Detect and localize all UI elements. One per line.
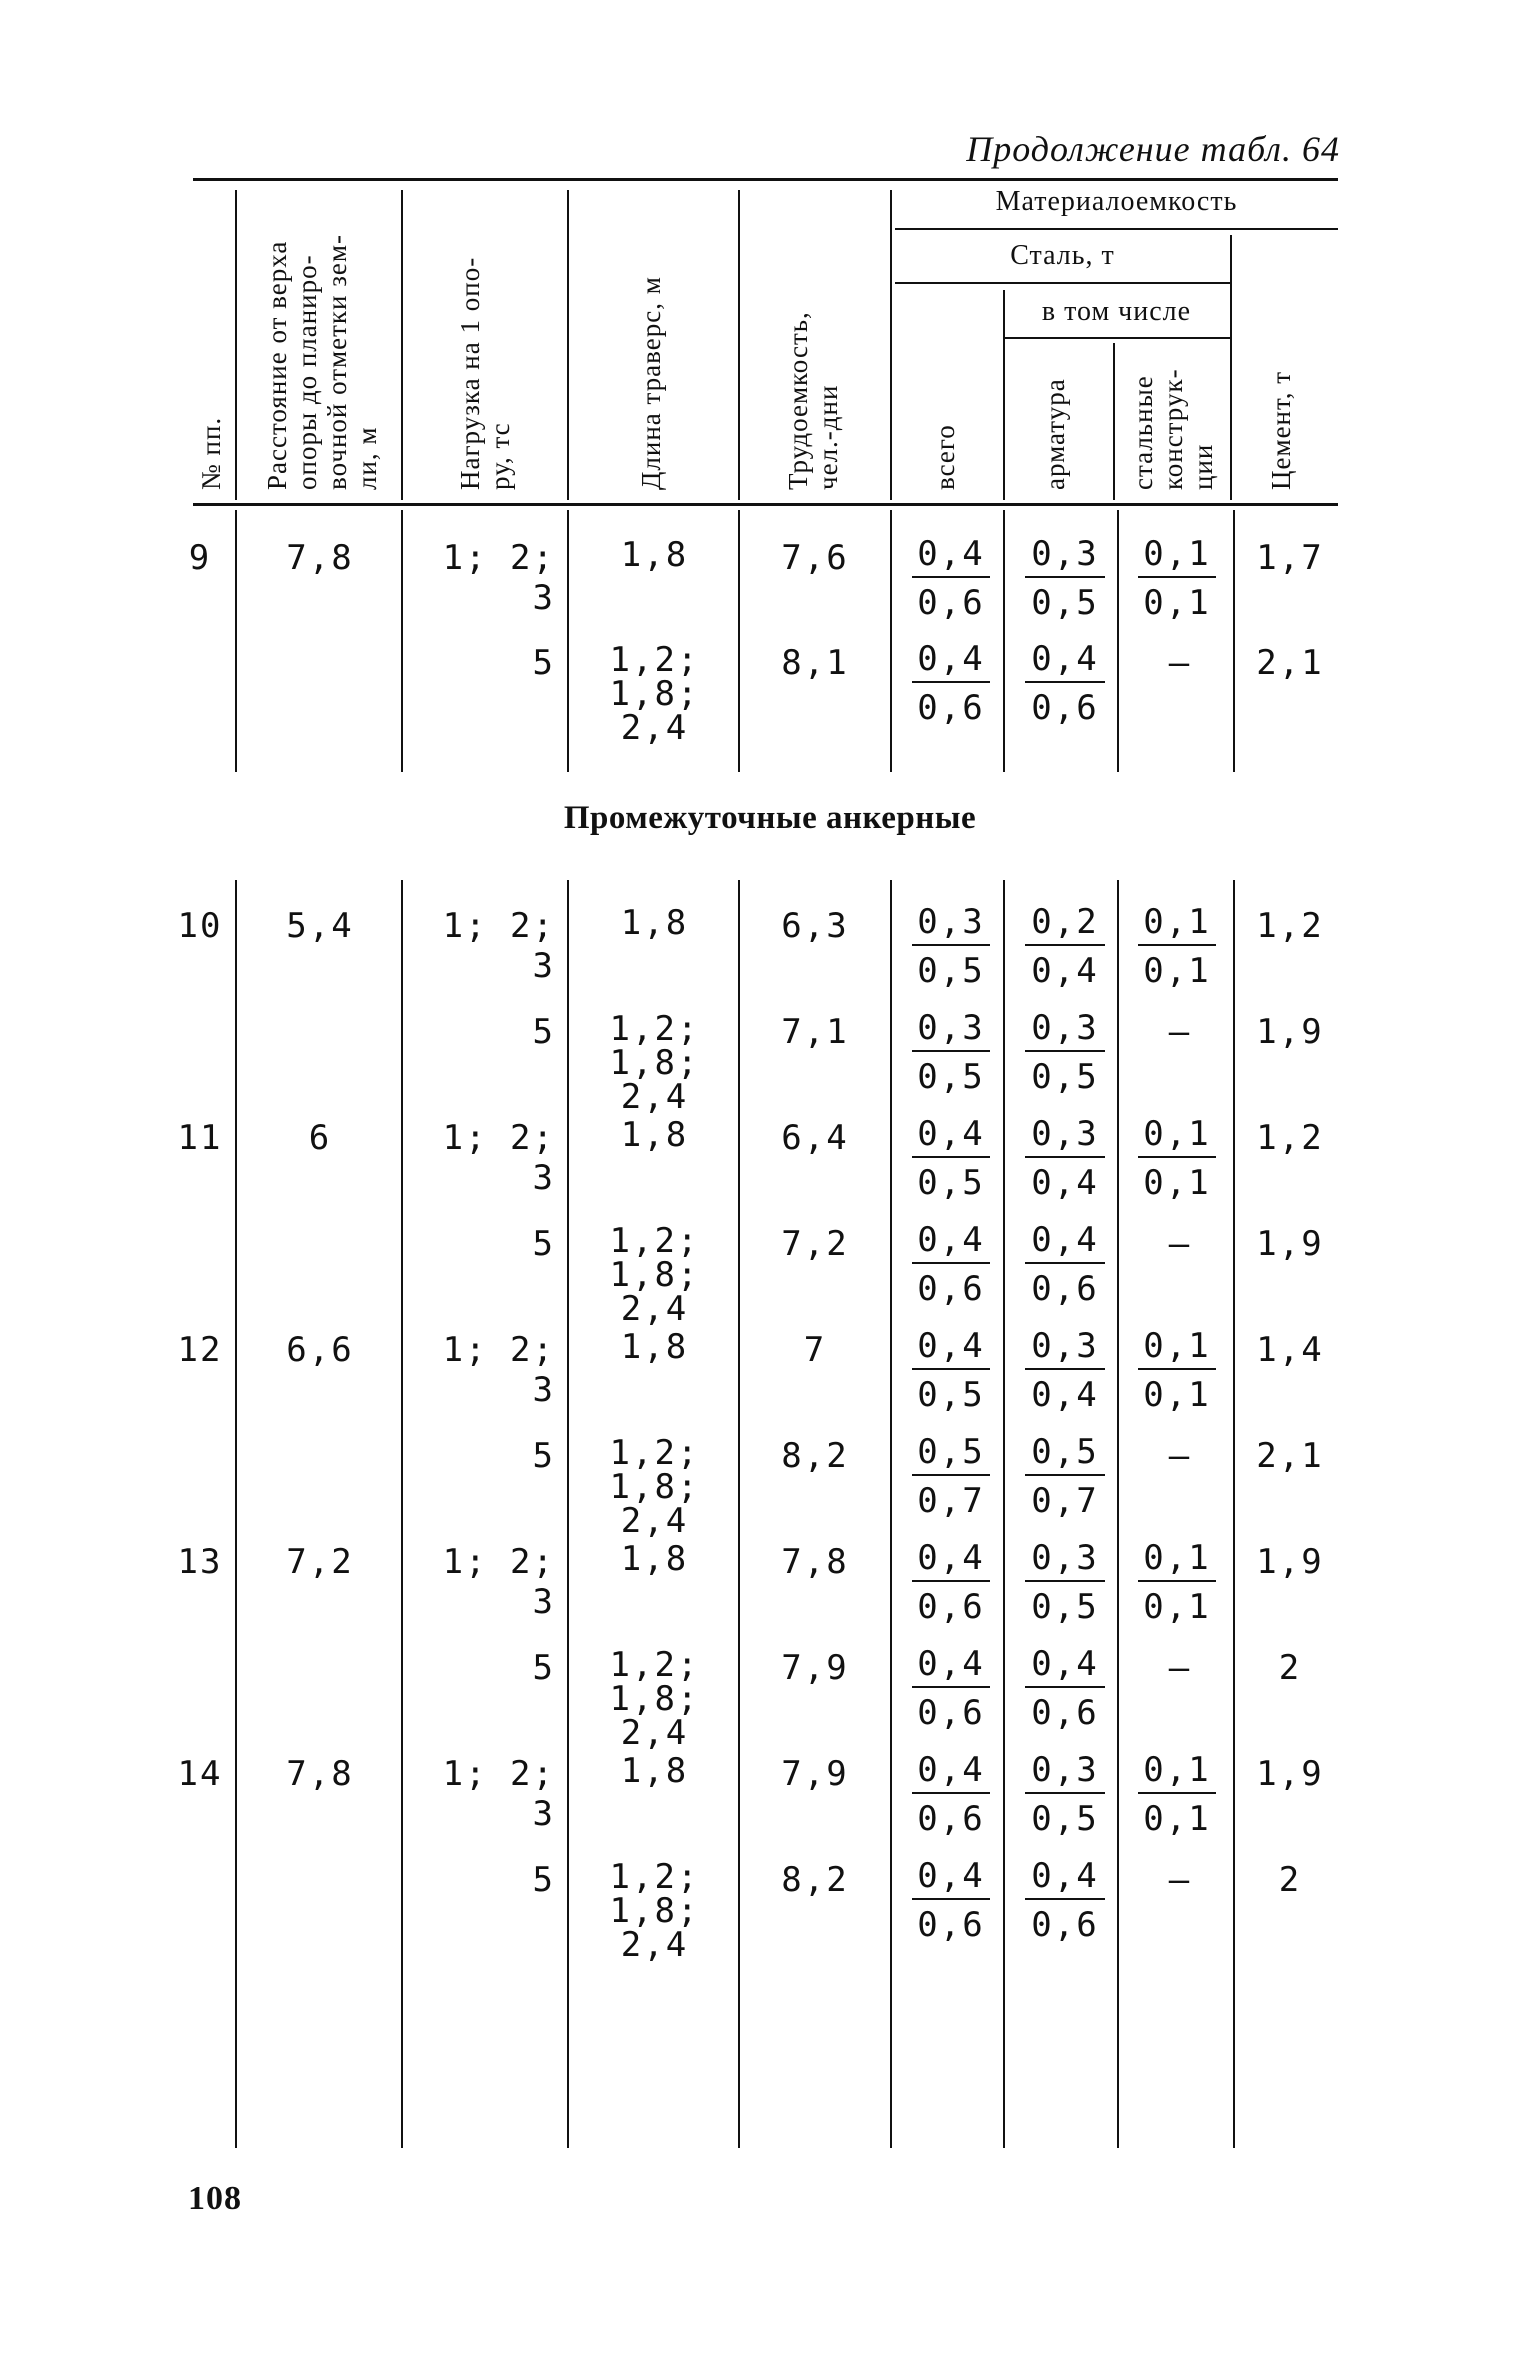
row-number: 9 <box>188 538 212 578</box>
column-divider <box>401 880 403 2148</box>
row-labor: 7,9 <box>781 1648 849 1688</box>
column-divider <box>738 510 740 772</box>
row-load: 1; 2; 3 <box>442 1330 555 1410</box>
column-divider <box>738 880 740 2148</box>
row-structures <box>1138 532 1216 622</box>
row-steel-total <box>912 1748 990 1838</box>
header-load: Нагрузка на 1 опо- ру, тс <box>455 256 515 490</box>
fraction-denominator: 0,6 <box>917 688 985 728</box>
fraction-numerator: 0,1 <box>1138 1324 1216 1370</box>
fraction-numerator: 0,5 <box>1025 1430 1105 1476</box>
fraction-denominator: 0,5 <box>1031 1799 1099 1839</box>
header-divider <box>738 190 740 500</box>
header-labor: Трудоемкость, чел.-дни <box>783 311 843 490</box>
row-steel-total <box>912 1642 990 1732</box>
column-divider <box>1233 510 1235 772</box>
fraction-denominator: 0,5 <box>1031 1587 1099 1627</box>
row-labor: 6,4 <box>781 1118 849 1158</box>
fraction-numerator: 0,3 <box>1025 1006 1105 1052</box>
header-total: всего <box>930 424 960 490</box>
fraction-numerator: 0,1 <box>1138 532 1216 578</box>
row-load: 1; 2; 3 <box>442 538 555 618</box>
row-number: 12 <box>177 1330 223 1370</box>
row-load: 5 <box>532 1224 555 1264</box>
fraction-denominator: 0,1 <box>1143 1587 1211 1627</box>
row-armature <box>1025 637 1105 727</box>
row-structures: — <box>1168 643 1192 683</box>
column-divider <box>890 510 892 772</box>
fraction-denominator: 0,5 <box>917 1163 985 1203</box>
row-armature <box>1025 900 1105 990</box>
table-caption: Продолжение табл. 64 <box>966 129 1340 169</box>
header-divider <box>890 190 892 500</box>
row-armature <box>1025 1536 1105 1626</box>
fraction-numerator: 0,4 <box>1025 1218 1105 1264</box>
row-structures <box>1138 1112 1216 1202</box>
fraction-denominator: 0,6 <box>917 1905 985 1945</box>
steel-rule <box>895 282 1230 284</box>
fraction-numerator: 0,4 <box>912 1324 990 1370</box>
fraction-numerator: 0,5 <box>912 1430 990 1476</box>
column-divider <box>567 510 569 772</box>
row-number: 10 <box>177 906 223 946</box>
row-length: 1,8 <box>620 1115 689 1155</box>
row-structures <box>1138 900 1216 990</box>
row-cement: 2,1 <box>1256 1436 1324 1476</box>
row-length: 1,2; 1,8; 2,4 <box>609 640 700 748</box>
fraction-numerator: 0,4 <box>912 1218 990 1264</box>
row-labor: 7,9 <box>781 1754 849 1794</box>
header-divider <box>235 190 237 500</box>
row-length: 1,8 <box>620 903 689 943</box>
row-cement: 1,9 <box>1256 1224 1324 1264</box>
row-load: 1; 2; 3 <box>442 906 555 986</box>
page-number: 108 <box>188 2180 242 2217</box>
row-load: 5 <box>532 643 555 683</box>
fraction-numerator: 0,2 <box>1025 900 1105 946</box>
row-armature <box>1025 1854 1105 1944</box>
fraction-denominator: 0,6 <box>917 1799 985 1839</box>
row-steel-total <box>912 1112 990 1202</box>
fraction-denominator: 0,1 <box>1143 1163 1211 1203</box>
fraction-denominator: 0,6 <box>1031 1269 1099 1309</box>
fraction-numerator: 0,3 <box>1025 1112 1105 1158</box>
row-cement: 1,9 <box>1256 1542 1324 1582</box>
fraction-numerator: 0,1 <box>1138 1112 1216 1158</box>
row-distance: 7,8 <box>286 538 354 578</box>
fraction-denominator: 0,6 <box>1031 1905 1099 1945</box>
row-steel-total <box>912 1854 990 1944</box>
row-structures: — <box>1168 1012 1192 1052</box>
column-divider <box>890 880 892 2148</box>
row-labor: 8,2 <box>781 1860 849 1900</box>
row-cement: 2,1 <box>1256 643 1324 683</box>
fraction-denominator: 0,6 <box>917 583 985 623</box>
fraction-denominator: 0,6 <box>917 1587 985 1627</box>
fraction-numerator: 0,3 <box>1025 1536 1105 1582</box>
fraction-numerator: 0,4 <box>912 1112 990 1158</box>
fraction-denominator: 0,5 <box>917 1375 985 1415</box>
row-cement: 1,9 <box>1256 1754 1324 1794</box>
row-length: 1,2; 1,8; 2,4 <box>609 1857 700 1965</box>
row-length: 1,8 <box>620 535 689 575</box>
row-steel-total <box>912 900 990 990</box>
row-length: 1,8 <box>620 1327 689 1367</box>
column-divider <box>1233 880 1235 2148</box>
header-steel: Сталь, т <box>1010 240 1115 271</box>
fraction-numerator: 0,4 <box>912 637 990 683</box>
header-length: Длина траверс, м <box>636 276 666 490</box>
fraction-denominator: 0,7 <box>1031 1481 1099 1521</box>
column-divider <box>235 880 237 2148</box>
row-load: 5 <box>532 1012 555 1052</box>
fraction-numerator: 0,4 <box>912 532 990 578</box>
row-number: 13 <box>177 1542 223 1582</box>
fraction-numerator: 0,4 <box>912 1536 990 1582</box>
header-bottom-rule <box>193 503 1338 506</box>
fraction-numerator: 0,1 <box>1138 1748 1216 1794</box>
row-length: 1,8 <box>620 1539 689 1579</box>
row-steel-total <box>912 1006 990 1096</box>
row-structures: — <box>1168 1648 1192 1688</box>
fraction-denominator: 0,1 <box>1143 1799 1211 1839</box>
row-armature <box>1025 1430 1105 1520</box>
row-structures: — <box>1168 1436 1192 1476</box>
column-divider <box>1117 510 1119 772</box>
header-material: Материалоемкость <box>995 186 1238 217</box>
row-cement: 2 <box>1278 1648 1302 1688</box>
row-number: 14 <box>177 1754 223 1794</box>
row-labor: 7,6 <box>781 538 849 578</box>
fraction-denominator: 0,6 <box>917 1269 985 1309</box>
header-divider <box>401 190 403 500</box>
column-divider <box>567 880 569 2148</box>
fraction-numerator: 0,3 <box>1025 532 1105 578</box>
row-distance: 5,4 <box>286 906 354 946</box>
row-steel-total <box>912 532 990 622</box>
fraction-numerator: 0,3 <box>912 900 990 946</box>
row-steel-total <box>912 1324 990 1414</box>
section-title: Промежуточные анкерные <box>563 800 977 836</box>
row-length: 1,2; 1,8; 2,4 <box>609 1009 700 1117</box>
row-length: 1,2; 1,8; 2,4 <box>609 1221 700 1329</box>
header-divider <box>1230 235 1232 500</box>
fraction-denominator: 0,5 <box>917 951 985 991</box>
row-labor: 8,1 <box>781 643 849 683</box>
fraction-numerator: 0,4 <box>912 1642 990 1688</box>
column-divider <box>401 510 403 772</box>
column-divider <box>1003 510 1005 772</box>
fraction-numerator: 0,4 <box>1025 1642 1105 1688</box>
fraction-denominator: 0,4 <box>1031 1163 1099 1203</box>
row-structures: — <box>1168 1860 1192 1900</box>
column-divider <box>235 510 237 772</box>
fraction-denominator: 0,1 <box>1143 951 1211 991</box>
header-incl: в том числе <box>1041 296 1192 327</box>
fraction-numerator: 0,1 <box>1138 1536 1216 1582</box>
row-distance: 7,2 <box>286 1542 354 1582</box>
row-labor: 6,3 <box>781 906 849 946</box>
fraction-numerator: 0,4 <box>912 1748 990 1794</box>
row-labor: 7,8 <box>781 1542 849 1582</box>
row-length: 1,2; 1,8; 2,4 <box>609 1645 700 1753</box>
row-armature <box>1025 1112 1105 1202</box>
row-labor: 8,2 <box>781 1436 849 1476</box>
row-armature <box>1025 532 1105 622</box>
row-load: 5 <box>532 1860 555 1900</box>
fraction-denominator: 0,6 <box>917 1693 985 1733</box>
row-labor: 7 <box>803 1330 827 1370</box>
row-distance: 7,8 <box>286 1754 354 1794</box>
row-cement: 1,9 <box>1256 1012 1324 1052</box>
row-structures: — <box>1168 1224 1192 1264</box>
fraction-numerator: 0,4 <box>912 1854 990 1900</box>
row-labor: 7,2 <box>781 1224 849 1264</box>
header-cement: Цемент, т <box>1266 370 1296 490</box>
fraction-denominator: 0,5 <box>917 1057 985 1097</box>
header-armature: арматура <box>1040 378 1070 490</box>
header-divider <box>1113 343 1115 500</box>
fraction-denominator: 0,5 <box>1031 583 1099 623</box>
header-num: № пп. <box>196 416 226 490</box>
header-distance: Расстояние от верха опоры до планиро- вочной отметки зем- ли, м <box>262 234 382 490</box>
row-distance: 6 <box>308 1118 332 1158</box>
row-number: 11 <box>177 1118 223 1158</box>
row-distance: 6,6 <box>286 1330 354 1370</box>
fraction-denominator: 0,4 <box>1031 951 1099 991</box>
row-armature <box>1025 1006 1105 1096</box>
row-length: 1,8 <box>620 1751 689 1791</box>
row-labor: 7,1 <box>781 1012 849 1052</box>
fraction-numerator: 0,4 <box>1025 1854 1105 1900</box>
fraction-denominator: 0,6 <box>1031 1693 1099 1733</box>
fraction-denominator: 0,5 <box>1031 1057 1099 1097</box>
row-load: 5 <box>532 1648 555 1688</box>
row-steel-total <box>912 1218 990 1308</box>
header-divider <box>567 190 569 500</box>
row-armature <box>1025 1218 1105 1308</box>
fraction-denominator: 0,7 <box>917 1481 985 1521</box>
row-structures <box>1138 1324 1216 1414</box>
fraction-denominator: 0,1 <box>1143 583 1211 623</box>
row-steel-total <box>912 1430 990 1520</box>
row-steel-total <box>912 637 990 727</box>
row-cement: 1,2 <box>1256 1118 1324 1158</box>
row-cement: 1,2 <box>1256 906 1324 946</box>
fraction-numerator: 0,4 <box>1025 637 1105 683</box>
row-steel-total <box>912 1536 990 1626</box>
row-armature <box>1025 1748 1105 1838</box>
fraction-numerator: 0,3 <box>1025 1324 1105 1370</box>
fraction-numerator: 0,3 <box>1025 1748 1105 1794</box>
column-divider <box>1117 880 1119 2148</box>
row-load: 1; 2; 3 <box>442 1118 555 1198</box>
header-structures: стальные конструк- ции <box>1128 368 1218 490</box>
row-structures <box>1138 1536 1216 1626</box>
fraction-numerator: 0,3 <box>912 1006 990 1052</box>
row-load: 1; 2; 3 <box>442 1754 555 1834</box>
fraction-numerator: 0,1 <box>1138 900 1216 946</box>
row-armature <box>1025 1324 1105 1414</box>
row-cement: 1,7 <box>1256 538 1324 578</box>
column-divider <box>1003 880 1005 2148</box>
header-top-rule <box>193 178 1338 181</box>
row-load: 1; 2; 3 <box>442 1542 555 1622</box>
fraction-denominator: 0,1 <box>1143 1375 1211 1415</box>
row-armature <box>1025 1642 1105 1732</box>
row-load: 5 <box>532 1436 555 1476</box>
row-cement: 1,4 <box>1256 1330 1324 1370</box>
incl-rule <box>1003 337 1230 339</box>
fraction-denominator: 0,4 <box>1031 1375 1099 1415</box>
fraction-denominator: 0,6 <box>1031 688 1099 728</box>
row-cement: 2 <box>1278 1860 1302 1900</box>
row-length: 1,2; 1,8; 2,4 <box>609 1433 700 1541</box>
row-structures <box>1138 1748 1216 1838</box>
